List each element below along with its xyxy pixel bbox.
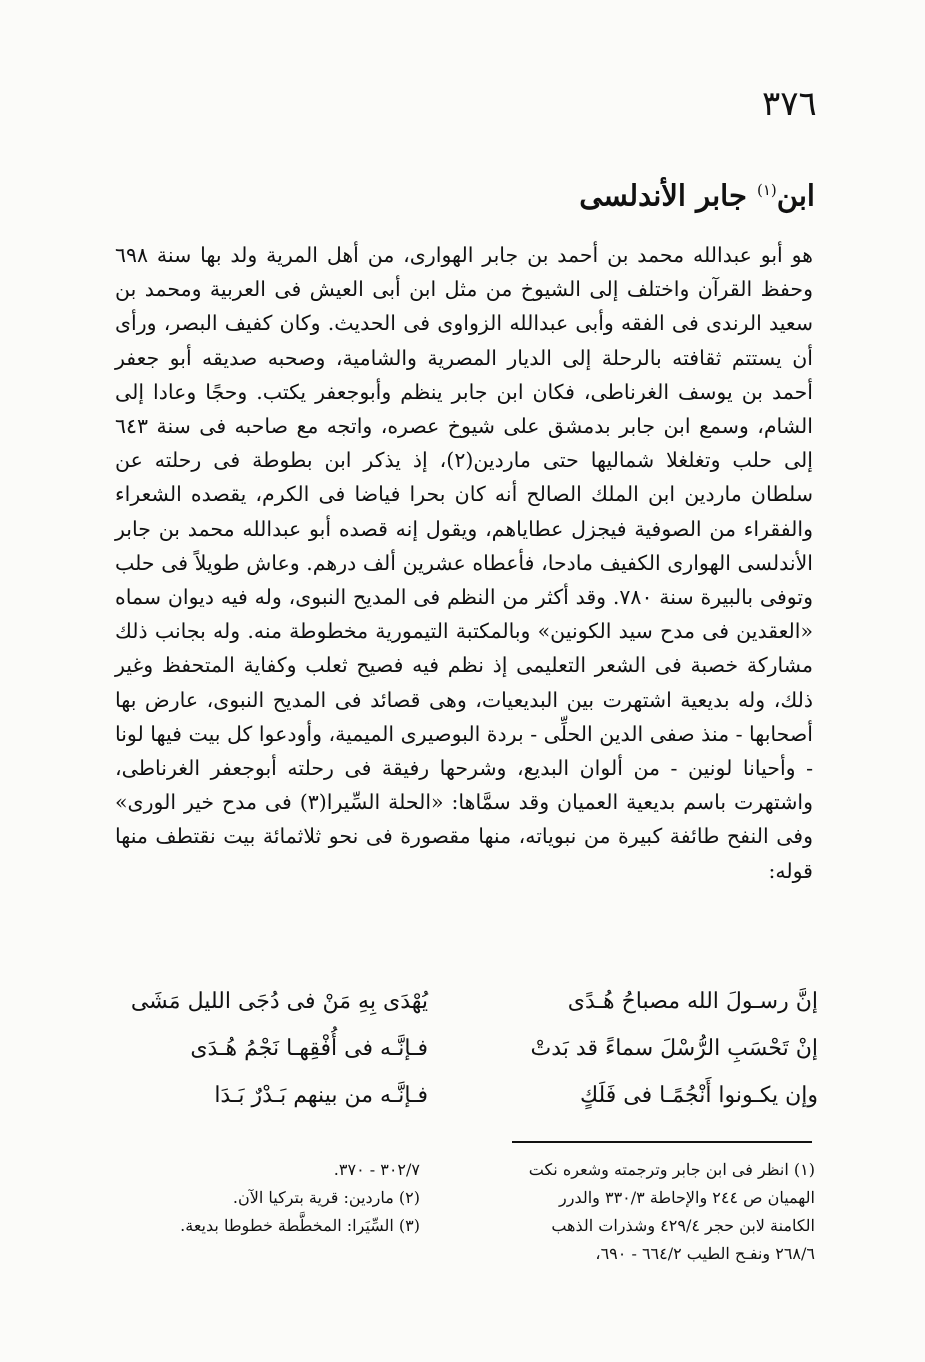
verse-second-hemistich: فـإنَّـه فى أُفْقِهـا نَجْمُ هُـدَى: [190, 1036, 428, 1061]
verse-first-hemistich: إنْ تَحْسَبِ الرُّسْلَ سماءً قد بَدتْ: [530, 1036, 818, 1061]
footnote-line: الهميان ص ٢٤٤ والإحاطة ٣٣٠/٣ والدرر: [559, 1188, 815, 1207]
footnote-line: ٣٠٢/٧ - ٣٧٠.: [333, 1160, 420, 1179]
verse-second-hemistich: يُهْدَى بِهِ مَنْ فى دُجَى الليل مَشَى: [130, 989, 428, 1014]
biography-paragraph: [115, 238, 813, 888]
page-number: ٣٧٦: [762, 84, 817, 124]
heading-footnote-ref: (١): [757, 181, 777, 199]
verse-second-hemistich: فـإنَّـه من بينهم بَـدْرٌ بَـدَا: [214, 1083, 428, 1108]
footnote-line: (٣) السِّيَرا: المخطَّطة خطوطا بديعة.: [180, 1216, 420, 1235]
footnote-line: (١) انظر فى ابن جابر وترجمته وشعره نكت: [528, 1160, 815, 1179]
poem-verse: [98, 978, 818, 1025]
footnote-line: (٢) ماردين: قرية بتركيا الآن.: [232, 1188, 420, 1207]
poem-verse: [98, 1072, 818, 1119]
poem-verse: [98, 1025, 818, 1072]
section-heading: [579, 170, 815, 216]
poem-verses: [98, 978, 818, 1119]
heading-name-end: جابر الأندلسى: [579, 178, 757, 213]
footnote-divider: [512, 1141, 812, 1143]
footnotes-right-column: [465, 1156, 815, 1268]
footnote-line: الكامنة لابن حجر ٤٢٩/٤ وشذرات الذهب: [551, 1216, 815, 1235]
footnote-line: ٢٦٨/٦ ونفـح الطيب ٦٦٤/٢ - ٦٩٠،: [595, 1244, 815, 1263]
verse-first-hemistich: إنَّ رسـولَ الله مصباحُ هُـدًى: [567, 989, 818, 1014]
paragraph-text: هو أبو عبدالله محمد بن أحمد بن جابر الهوارى، من أهل المرية ولد بها سنة ٦٩٨ وحفظ القرآن واختلف إلى الشيوخ من مثل ابن أبى العيش فى العربية ومحمد بن سعيد الرندى فى الفقه وأبى عبدالله الزواوى فى الحديث. وكان كفيف البصر، ورأى أن يستتم ثقافته بالرحلة إلى الديار المصرية والشامية، وصحبه صديقه أبو جعفر أحمد بن يوسف الغرناطى، فكان ابن جابر ينظم وأبوجعفر يكتب. وحجًا وعادا إلى الشام، وسمع ابن جابر بدمشق على شيوخ عصره، واتجه مع صاحبه فى سنة ٦٤٣ إلى حلب وتغلغلا شماليها حتى ماردين(٢)، إذ يذكر ابن بطوطة فى رحلته عن سلطان ماردين ابن الملك الصالح أنه كان بحرا فياضا فى الكرم، يقصده الشعراء والفقراء من الصوفية فيجزل عطاياهم، ويقول إنه قصده أبو عبدالله محمد بن جابر الأندلسى الهوارى الكفيف مادحا، فأعطاه عشرين ألف درهم. وعاش طويلاً فى حلب وتوفى بالبيرة سنة ٧٨٠. وقد أكثر من النظم فى المديح النبوى، وله فيه ديوان سماه «العقدين فى مدح سيد الكونين» وبالمكتبة التيمورية مخطوطة منه. وله بجانب ذلك مشاركة خصبة فى الشعر التعليمى إذ نظم فيه فصيح ثعلب وكفاية المتحفظ وغير ذلك، وله بديعية اشتهرت بين البديعيات، وهى قصائد فى المديح النبوى، عارض بها أصحابها - منذ صفى الدين الحلِّى - بردة البوصيرى الميمية، وأودعوا كل بيت فيها لونا - وأحيانا لونين - من ألوان البديع، وشرحها رفيقة فى رحلته أبوجعفر الغرناطى، واشتهرت باسم بديعية العميان وقد سمَّاها: «الحلة السِّيرا(٣) فى مدح خير الورى» وفى النفح طائفة كبيرة من نبوياته، منها مقصورة فى نحو ثلاثمائة بيت نقتطف منها قوله:: [114, 243, 814, 883]
verse-first-hemistich: وإن يكـونوا أَنْجُمًـا فى فَلَكٍ: [579, 1083, 818, 1108]
footnotes-left-column: [120, 1156, 420, 1240]
heading-name-start: ابن: [776, 178, 815, 213]
